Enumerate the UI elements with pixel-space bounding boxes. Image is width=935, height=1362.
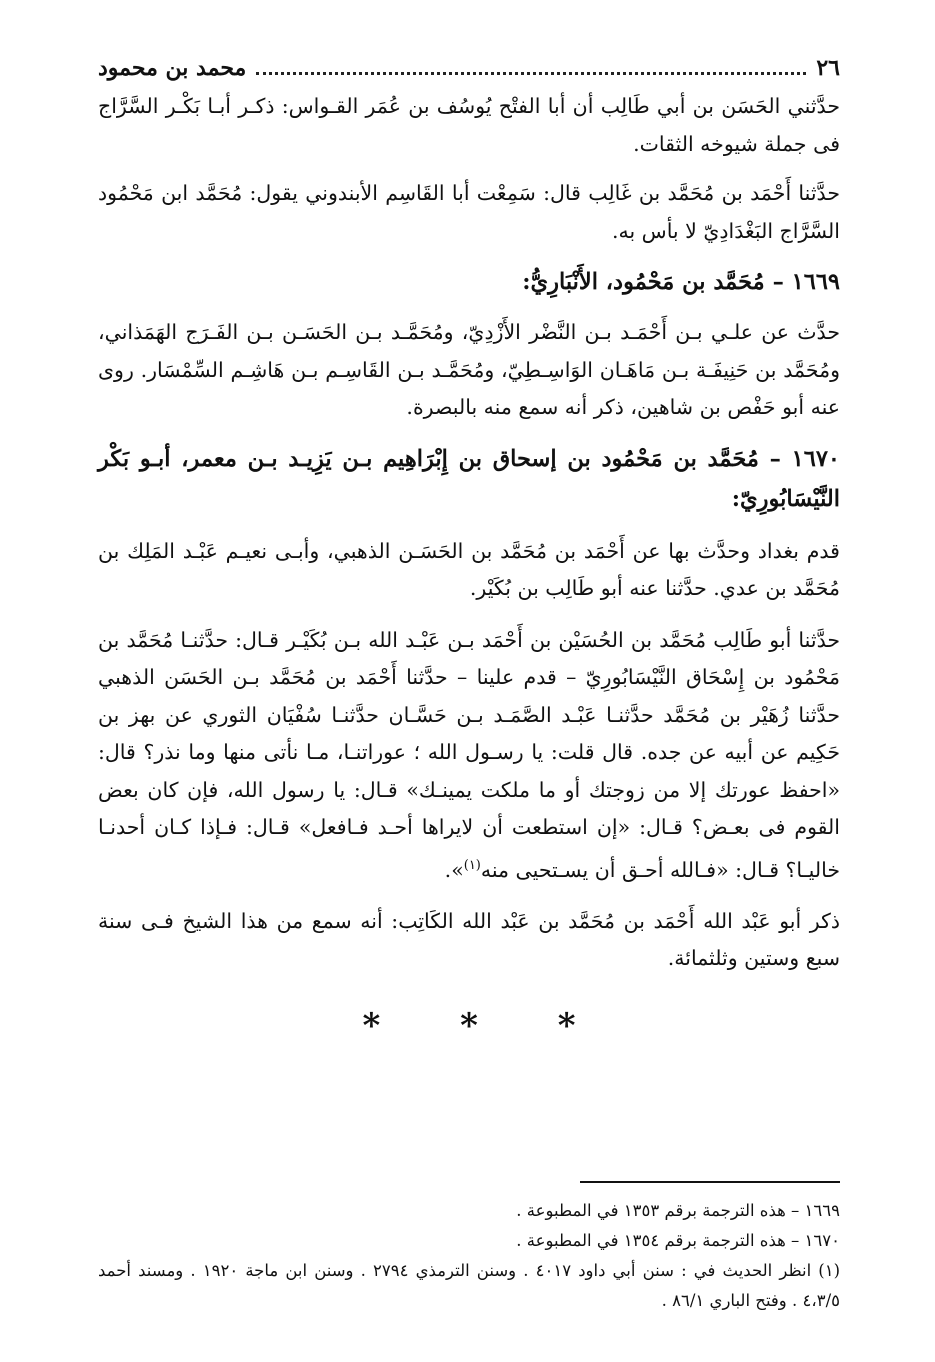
entry-text-1670-p3: ذكر أبو عَبْد الله أَحْمَد بن مُحَمَّد بن عَبْد الله الكَاتِب: أنه سمع من هذا الشيخ فـى سنة سبع وستين وثلثمائة. bbox=[98, 908, 840, 971]
footnote-1670: ١٦٧٠ – هذه الترجمة برقم ١٣٥٤ في المطبوعة . bbox=[516, 1231, 840, 1250]
running-title: محمد بن محمود bbox=[98, 55, 247, 81]
footnotes bbox=[98, 1196, 840, 1316]
paragraph-sarraj-2: حدَّثنا أَحْمَد بن مُحَمَّد بن غَالِب قال: سَمِعْت أبا القَاسِم الأبندوني يقول: مُحَمَّد ابن مَحْمُود السَّرَّاج البَغْدَادِيّ لا بأس به. bbox=[98, 181, 840, 243]
footnote-reference[interactable]: (١) bbox=[463, 857, 481, 873]
entry-text-1670-p1: قدم بغداد وحدَّث بها عن أَحْمَد بن مُحَمَّد بن الحَسَـن الذهبي، وأبـى نعيـم عَبْـد المَلِك بن مُحَمَّد بن عدي. حدَّثنا عنه أبو طَالِب بن بُكَيْر. bbox=[98, 538, 840, 600]
page-number: ٢٦ bbox=[816, 55, 840, 81]
entry-title-1669: ١٦٦٩ – مُحَمَّد بن مَحْمُود، الأَنْبَارِيُّ: bbox=[522, 269, 840, 295]
footnote-1: (١) انظر الحديث في : سنن أبي داود ٤٠١٧ . وسنن الترمذي ٢٧٩٤ . وسنن ابن ماجة ١٩٢٠ . ومسند أحمد ٤،٣/٥ . وفتح الباري ٨٦/١ . bbox=[98, 1261, 841, 1310]
page-header bbox=[98, 48, 840, 88]
entry-title-1670: ١٦٧٠ – مُحَمَّد بن مَحْمُود بن إسحاق بن إِبْرَاهِيم بـن يَزِيـد بـن معمر، أبـو بَكْر النَّيْسَابُورِيّ: bbox=[98, 445, 840, 512]
paragraph-sarraj-1: حدَّثني الحَسَن بن أبي طَالِب أن أبا الفتْح يُوسُف بن عُمَر القـواس: ذكـر أبـا بَكْـر السَّرَّاج فى جملة شيوخه الثقات. bbox=[98, 94, 840, 156]
book-page bbox=[98, 48, 840, 1046]
footnote-1669: ١٦٦٩ – هذه الترجمة برقم ١٣٥٣ في المطبوعة . bbox=[516, 1201, 840, 1220]
hadith-text: حدَّثنا أبو طَالِب مُحَمَّد بن الحُسَيْن بن أَحْمَد بـن عَبْـد الله بـن بُكَيْـر قـال: حدَّثنـا مُحَمَّد بن مَحْمُود بن إِسْحَاق النَّيْسَابُورِيّ – قدم علينا – حدَّثنا أَحْمَد بن مُحَمَّد بـن الحَسَن الذهبي حدَّثنا زُهَيْر بن مُحَمَّد حدَّثنـا عَبْـد الصَّمَـد بـن حَسَّـان حدَّثنـا سُفْيَان الثوري عن بهز بن حَكِيم عن أبيه عن جده. قال قلت: يا رسـول الله ؛ عوراتنـا، مـا نأتى منها وما نذر؟ قال: «احفظ عورتك إلا من زوجتك أو ما ملكت يمينـك» قـال: يا رسول الله، فإن كان بعض القوم فى بعـض؟ قـال: «إن استطعت أن لايراها أحـد فـافعل» قـال: فـإذا كـان أحدنـا خاليـا؟ قـال: «فـالله أحـق أن يسـتحيى منه bbox=[98, 627, 840, 882]
footnote-rule bbox=[580, 1181, 840, 1183]
hadith-closing: ». bbox=[444, 857, 464, 882]
section-separator-stars: * * * bbox=[362, 1005, 610, 1046]
entry-text-1670-p2 bbox=[98, 622, 840, 889]
header-dot-leader bbox=[256, 72, 806, 75]
entry-text-1669: حدَّث عن علـي بـن أَحْمَـد بـن النَّضْر الأَزْدِيّ، ومُحَمَّـد بـن الحَسَـن بـن الفَـرَج الهَمَذاني، ومُحَمَّد بن حَنِيفَـة بـن مَاهَـان الوَاسِـطِيّ، ومُحَمَّـد بـن القَاسِـم بـن هَاشِـم السِّمْسَار. روى عنه أبو حَفْص بن شاهين، ذكر أنه سمع منه بالبصرة. bbox=[98, 320, 840, 419]
